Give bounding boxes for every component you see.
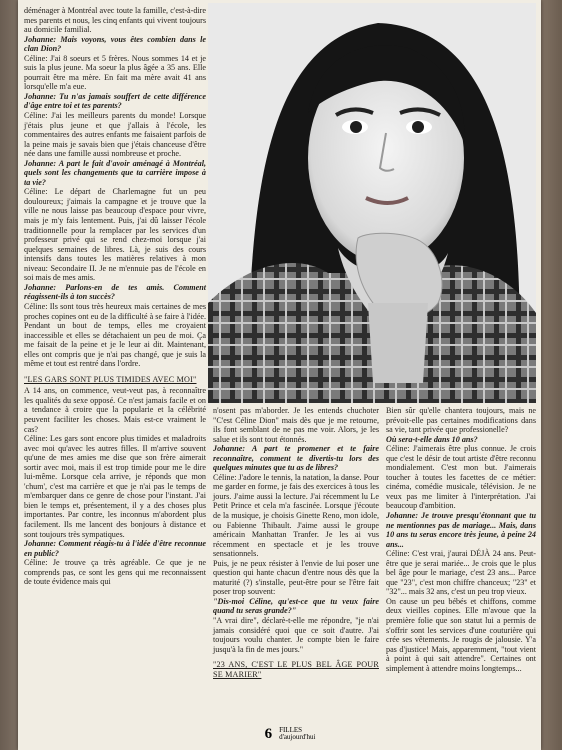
interview-question: Où sera-t-elle dans 10 ans? bbox=[386, 434, 478, 444]
interview-question: Johanne: A part te promener et te faire reconnaître, comment te divertis-tu lors des quelques minutes que tu as de libres? bbox=[213, 444, 379, 473]
interview-question: Johanne: A part le fait d'avoir aménagé à Montréal, quels sont les changements que ta carrière impose à ta vie? bbox=[24, 158, 206, 187]
interview-question: "Dis-moi Céline, qu'est-ce que tu veux faire quand tu seras grande?" bbox=[213, 596, 379, 616]
interview-question: Johanne: Je trouve presqu'étonnant que tu ne mentionnes pas de mariage... Mais, dans 10 ans tu seras encore très jeune, à peine 24 ans... bbox=[386, 511, 536, 549]
interview-answer: Céline: Les gars sont encore plus timides et maladroits avec moi qu'avec les autres filles. Il m'arrive souvent qu'une de mes amies me dise que son frère aimerait sortir avec moi, mais il est trop timide pour me le dire lui-même. Lorsque cela arrive, je réponds que mon 'chum', c'est ma carrière et que je n'ai pas le temps de m'embarquer dans ce genre de chose pour l'instant. J'ai bien le temps et, présentement, il y a des choses plus importantes. Par contre, les inconnus m'abordent plus facilement. Ils me lancent des bonjours à distance et sont toujours très sympatiques. bbox=[24, 434, 206, 539]
magazine-title: FILLES bbox=[279, 726, 303, 735]
interview-answer: Céline: J'ai 8 soeurs et 5 frères. Nous sommes 14 et je suis la plus jeune. Ma soeur la plus âgée a 35 ans. Elle pourrait être ma mère. En fait ma mère avait 41 ans lorsqu'elle m'a eue. bbox=[24, 53, 206, 92]
page-number: 6 bbox=[264, 725, 273, 742]
interview-answer: Céline: Le départ de Charlemagne fut un peu douloureux; j'aimais la campagne et je trouve que la ville ne nous laisse pas beaucoup d'espace pour vivre, mais je m'y fais lentement. Puis, j'ai dû laisser l'école traditionnelle pour la remplacer par les services d'un professeur privé qui se rend chez-moi lorsque j'ai quelques semaines de libres. Là, je suis des cours intensifs dans toutes les matières relatives à mon niveau: Secondaire II. Je ne m'ennuie pas de l'école en soi mais de mes amis. bbox=[24, 187, 206, 283]
interview-question: Johanne: Parlons-en de tes amis. Comment réagissent-ils à ton succès? bbox=[24, 282, 206, 302]
portrait-illustration bbox=[208, 3, 536, 403]
paragraph: On cause un peu bébés et chiffons, comme deux vieilles copines. Elle m'avoue que la première folie que son statut lui a permis de s'offrir sont les services d'une couturière qui crée ses vêtements. Je rougis de jalousie. Y'a pas d'justice! Mais, apparemment, "tout vient à point à qui sait attendre". Certaines ont simplement à attendre moins longtemps... bbox=[386, 596, 536, 673]
interview-answer: Céline: J'aimerais être plus connue. Je crois que c'est le désir de tout artiste d'être reconnu mondialement. C'est mon but. J'aimerais toucher à toutes les facettes de ce métier: cinéma, comédie musicale, télévision. Je ne veux pas me limiter à l'interprétation. J'ai beaucoup d'ambition. bbox=[386, 444, 536, 511]
interview-answer: Céline: Je trouve ça très agréable. Ce que je ne comprends pas, ce sont les gens qui me reconnaissent de toute évidence mais qui bbox=[24, 558, 206, 587]
interview-question: Johanne: Comment réagis-tu à l'idée d'être reconnue en public? bbox=[24, 539, 206, 558]
paragraph: déménager à Montréal avec toute la famille, c'est-à-dire mes parents et nous, les cinq enfants qui vivent toujours au domicile familial. bbox=[24, 6, 206, 35]
page-footer bbox=[250, 725, 330, 743]
interview-question: Johanne: Mais voyons, vous êtes combien dans le clan Dion? bbox=[24, 34, 206, 54]
portrait-photo bbox=[208, 3, 536, 403]
paragraph: Bien sûr qu'elle chantera toujours, mais ne prévoit-elle pas certaines modifications dans sa vie, tant privée que professionelle? bbox=[386, 406, 536, 435]
magazine-subtitle: d'aujourd'hui bbox=[279, 733, 316, 742]
interview-answer: n'osent pas m'aborder. Je les entends chuchoter "C'est Céline Dion" mais dès que je me retourne, ils font semblant de ne pas me voir. Alors, je les salue et ils sont tout étonnés. bbox=[213, 406, 379, 444]
magazine-page bbox=[18, 0, 541, 750]
magazine-name bbox=[279, 727, 315, 741]
paragraph: Puis, je ne peux résister à l'envie de lui poser une question qui hante chacun d'entre nous dès que la maturité (?) s'installe, peut-être pour se l'être fait poser trop souvent: bbox=[213, 558, 379, 597]
interview-answer: Céline: C'est vrai, j'aurai DÉJÀ 24 ans. Peut-être que je serai mariée... Je crois que le plus bel âge pour le mariage, c'est 23 ans... Parce que "23", c'est mon chiffre chanceux; "23" et "32"... mais 32 ans, c'est un peu trop vieux. bbox=[386, 549, 536, 597]
interview-answer: Céline: Ils sont tous très heureux mais certaines de mes proches copines ont eu de la difficulté à se faire à l'idée. Pendant un bout de temps, elles me croyaient inaccessible et elles se détachaient un peu de moi. Ça me faisait de la peine et je le leur ai dit. Maintenant, elles ont compris que je n'ai pas changé, que je suis la même et tout est rentré dans l'ordre. bbox=[24, 301, 206, 369]
interview-answer: Céline: J'ai les meilleurs parents du monde! Lorsque j'étais plus jeune et que j'allais à l'école, les commentaires des autres enfants me faisaient parfois de la peine mais je savais bien que j'étais chanceuse d'être née dans une famille aussi nombreuse et proche. bbox=[24, 111, 206, 159]
section-subheading: "23 ANS, C'EST LE PLUS BEL ÂGE POUR SE MARIER" bbox=[213, 660, 379, 679]
text-column-left bbox=[24, 6, 206, 587]
text-column-right bbox=[386, 406, 536, 673]
text-column-middle bbox=[213, 406, 379, 681]
interview-answer: "A vrai dire", déclarè-t-elle me répondre, "je n'ai jamais considéré quoi que ce soit d'autre. J'ai toujours voulu chanter. Je compte bien le faire jusqu'à la fin de mes jours." bbox=[213, 616, 379, 654]
paragraph: A 14 ans, on commence, veut-veut pas, à reconnaître les qualités du sexe opposé. Ce n'est jamais facile et on a tendance à croire que la popularie et la célébrité peuvent faciliter les choses. Mais est-ce vraiment le cas? bbox=[24, 386, 206, 434]
interview-answer: Céline: J'adore le tennis, la natation, la danse. Pour me garder en forme, je fais des exercices à tous les jours. J'aime aussi la lecture. J'ai récemment lu Le Petit Prince et cela m'a fascinée. Lorsque j'écoute de la musique, je choisis Ginette Reno, mon idole, ou Fabienne Thibault. J'aime aussi le groupe américain Manhattan Tranfer. Je les ai vus récemment en spectacle et je les trouve sensationnels. bbox=[213, 472, 379, 559]
section-subheading: "LES GARS SONT PLUS TIMIDES AVEC MOI" bbox=[24, 374, 197, 384]
interview-question: Johanne: Tu n'as jamais souffert de cette différence d'âge entre toi et tes parents? bbox=[24, 91, 206, 111]
